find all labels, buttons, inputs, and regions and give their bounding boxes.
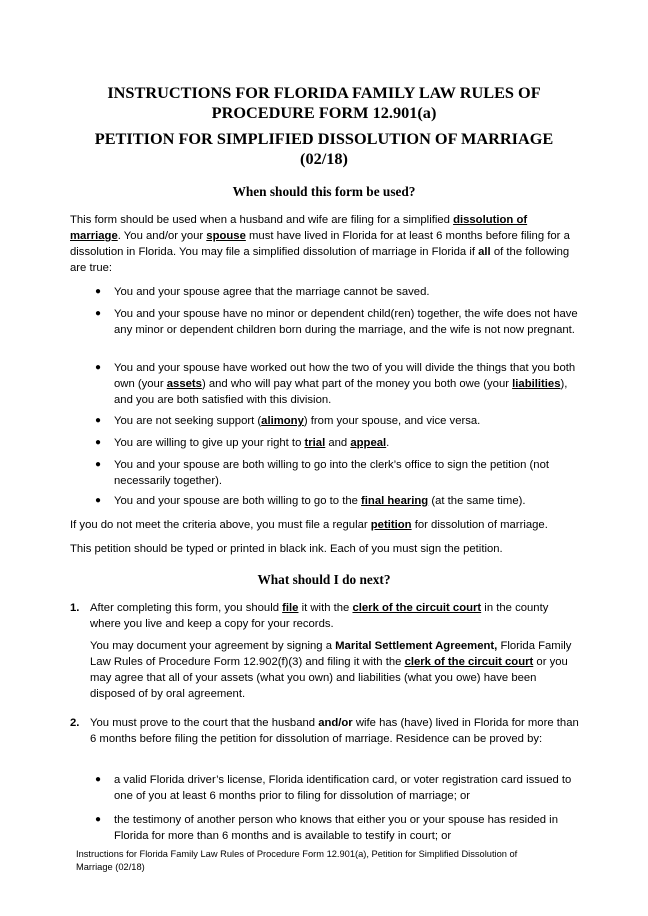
- document-title-line-1: INSTRUCTIONS FOR FLORIDA FAMILY LAW RULES OF: [107, 83, 541, 102]
- document-subtitle-line-1: PETITION FOR SIMPLIFIED DISSOLUTION OF MARRIAGE: [94, 129, 554, 148]
- section-heading-when-used: When should this form be used?: [232, 184, 416, 199]
- criteria-not-met-paragraph: If you do not meet the criteria above, you must file a regular petition for dissolution of marriage.: [70, 519, 548, 531]
- bullet-icon: ●: [95, 308, 102, 319]
- step-number: 1.: [70, 602, 80, 614]
- residence-proof-item: a valid Florida driver’s license, Florida identification card, or voter registration card issued to one of you at least 6 months prior to filing for dissolution of marriage; or: [114, 774, 572, 802]
- term-link-file[interactable]: file: [282, 602, 299, 614]
- term-link-alimony[interactable]: alimony: [261, 415, 304, 427]
- intro-paragraph: This form should be used when a husband and wife are filing for a simplified dissolution of marriage. You and/or your spouse must have lived in Florida for at least 6 months before filing for a dissolution in Florida. You may file a simplified dissolution of marriage in Florida if all of the following are true:: [70, 214, 570, 274]
- term-link-final-hearing[interactable]: final hearing: [361, 495, 429, 507]
- bullet-icon: ●: [95, 362, 102, 373]
- bullet-icon: ●: [95, 415, 102, 426]
- term-link-trial[interactable]: trial: [304, 437, 326, 449]
- step-number: 2.: [70, 717, 80, 729]
- bullet-icon: ●: [95, 459, 102, 470]
- bullet-icon: ●: [95, 286, 102, 297]
- term-link-clerk-of-circuit-court[interactable]: clerk of the circuit court: [404, 656, 534, 668]
- criteria-item: You are willing to give up your right to trial and appeal.: [114, 437, 390, 449]
- bullet-icon: ●: [95, 814, 102, 825]
- criteria-item: You and your spouse are both willing to go into the clerk’s office to sign the petition (not necessarily together).: [114, 459, 550, 487]
- ink-instruction-paragraph: This petition should be typed or printed in black ink. Each of you must sign the petition.: [70, 543, 503, 555]
- term-link-petition[interactable]: petition: [370, 519, 412, 531]
- term-link-clerk-of-circuit-court[interactable]: clerk of the circuit court: [352, 602, 482, 614]
- residence-proof-item: the testimony of another person who knows that either you or your spouse has resided in Florida for more than 6 months and is available to testify in court; or: [114, 814, 558, 842]
- bullet-icon: ●: [95, 495, 102, 506]
- step-1-agreement-text: You may document your agreement by signing a Marital Settlement Agreement, Florida Family Law Rules of Procedure Form 12.902(f)(3) and filing it with the clerk of the circuit court or you may agree that all of your assets (what you own) and liabilities (what you owe) have been disposed of by oral agreement.: [90, 640, 572, 700]
- step-2-text: You must prove to the court that the husband and/or wife has (have) lived in Florida for more than 6 months before filing the petition for dissolution of marriage. Residence can be proved by:: [90, 717, 579, 745]
- section-heading-next-steps: What should I do next?: [257, 572, 391, 587]
- term-link-assets[interactable]: assets: [166, 378, 202, 390]
- criteria-item: You and your spouse are both willing to go to the final hearing (at the same time).: [114, 495, 526, 507]
- criteria-item: You and your spouse agree that the marriage cannot be saved.: [114, 286, 430, 298]
- criteria-item: You and your spouse have worked out how the two of you will divide the things that you both own (your assets) and who will pay what part of the money you both owe (your liabilities), and you are both satisfied with this division.: [114, 362, 576, 406]
- step-1-text: After completing this form, you should file it with the clerk of the circuit court in the county where you live and keep a copy for your records.: [90, 602, 549, 630]
- term-link-spouse[interactable]: spouse: [206, 230, 246, 242]
- bullet-icon: ●: [95, 774, 102, 785]
- criteria-item: You and your spouse have no minor or dependent child(ren) together, the wife does not have any minor or dependent children born during the marriage, and the wife is not now pregnant.: [114, 308, 578, 336]
- term-link-appeal[interactable]: appeal: [350, 437, 387, 449]
- term-link-liabilities[interactable]: liabilities: [512, 378, 561, 390]
- document-subtitle-line-2: (02/18): [300, 149, 348, 168]
- bullet-icon: ●: [95, 437, 102, 448]
- criteria-item: You are not seeking support (alimony) from your spouse, and vice versa.: [114, 415, 481, 427]
- document-title-line-2: PROCEDURE FORM 12.901(a): [211, 103, 437, 122]
- term-link-dissolution-of-marriage[interactable]: dissolution of marriage: [70, 214, 528, 242]
- page-footer: Instructions for Florida Family Law Rules of Procedure Form 12.901(a), Petition for Simplified Dissolution of Marriage (02/18): [76, 849, 518, 872]
